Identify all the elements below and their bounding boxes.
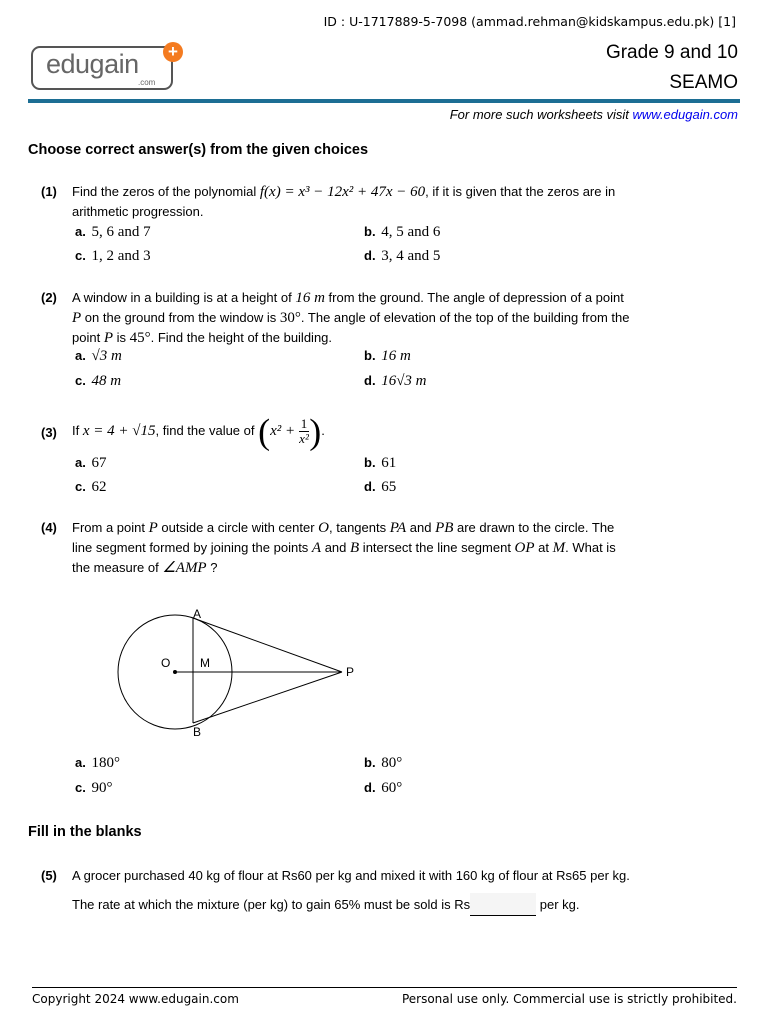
fill-section-title: Fill in the blanks — [28, 824, 142, 840]
tangent-figure — [110, 600, 370, 745]
q1-expression: f(x) = x³ − 12x² + 47x − 60 — [259, 184, 426, 200]
center-point — [173, 670, 177, 674]
logo-text: edugain — [46, 49, 139, 79]
q4-option-d[interactable]: d. 60° — [364, 780, 403, 796]
q1-option-b[interactable]: b. 4, 5 and 6 — [364, 224, 441, 240]
exam-title: SEAMO — [669, 72, 738, 93]
document-id: ID : U-1717889-5-7098 (ammad.rehman@kidskampus.edu.pk) [1] — [323, 14, 736, 29]
q1-pre: Find the zeros of the polynomial — [72, 184, 260, 199]
question-3-text: If x = 4 + √15, find the value of (x² + $\frac{1}{\text{x²}}$ ). — [72, 411, 325, 452]
question-4-text: From a point P outside a circle with center O, tangents PA and PB are drawn to the circle. The line segment formed by joining the points A and B intersect the line segment OP at M. What is the measure of ∠AMP ? — [72, 520, 616, 576]
q3-option-c[interactable]: c. 62 — [75, 479, 107, 495]
q1-option-d[interactable]: d. 3, 4 and 5 — [364, 248, 441, 264]
question-5-line2: The rate at which the mixture (per kg) to gain 65% must be sold is Rs per kg. — [72, 893, 672, 916]
question-1-text — [72, 182, 657, 221]
q3-option-b[interactable]: b. 61 — [364, 455, 397, 471]
right-paren: ) — [309, 411, 322, 452]
q4-option-b[interactable]: b. 80° — [364, 755, 403, 771]
q2-option-a[interactable]: a. √3 m — [75, 348, 122, 364]
fraction: $\frac{1}{\text{x²}}$ — [299, 416, 309, 447]
q1-option-c[interactable]: c. 1, 2 and 3 — [75, 248, 151, 264]
question-2-text: A window in a building is at a height of 16 m from the ground. The angle of depression of a point P on the ground from the window is 30°. The angle of elevation of the top of the building from the point P is 45°. Find the height of the building. — [72, 290, 630, 346]
question-number: (5) — [41, 868, 57, 883]
edugain-link[interactable]: www.edugain.com — [632, 107, 738, 122]
question-number: (2) — [41, 290, 57, 305]
tangent-pa — [193, 618, 342, 672]
answer-blank[interactable] — [470, 893, 536, 916]
label-m: M — [200, 656, 210, 670]
q4-option-a[interactable]: a. 180° — [75, 755, 120, 771]
q1-post: , if it is given that the zeros are in — [425, 184, 616, 199]
question-number: (1) — [41, 184, 57, 199]
q2-option-c[interactable]: c. 48 m — [75, 373, 122, 389]
left-paren: ( — [258, 411, 271, 452]
q2-option-d[interactable]: d. 16√3 m — [364, 373, 427, 389]
logo-subtext: .com — [138, 78, 156, 87]
q1-line2: arithmetic progression. — [72, 204, 204, 219]
question-number: (3) — [41, 425, 57, 440]
header-divider — [28, 99, 740, 103]
more-worksheets-line — [450, 107, 738, 122]
plus-icon: + — [163, 42, 183, 62]
usage-notice: Personal use only. Commercial use is strictly prohibited. — [401, 992, 737, 1006]
footer-divider — [32, 987, 737, 988]
mcq-section-title: Choose correct answer(s) from the given choices — [28, 142, 369, 158]
label-b: B — [193, 725, 202, 739]
q1-option-a[interactable]: a. 5, 6 and 7 — [75, 224, 151, 240]
question-number: (4) — [41, 520, 57, 535]
tangent-pb — [193, 672, 342, 723]
q3-option-d[interactable]: d. 65 — [364, 479, 397, 495]
q3-option-a[interactable]: a. 67 — [75, 455, 107, 471]
label-a: A — [193, 607, 202, 621]
label-p: P — [346, 665, 355, 679]
copyright-text: Copyright 2024 www.edugain.com — [32, 992, 239, 1006]
label-o: O — [161, 656, 171, 670]
more-text: For more such worksheets visit — [449, 107, 633, 122]
q2-option-b[interactable]: b. 16 m — [364, 348, 411, 364]
question-5-line1: A grocer purchased 40 kg of flour at Rs60 per kg and mixed it with 160 kg of flour at Rs65 per kg. — [72, 868, 630, 883]
grade-title: Grade 9 and 10 — [605, 42, 738, 63]
q4-option-c[interactable]: c. 90° — [75, 780, 113, 796]
